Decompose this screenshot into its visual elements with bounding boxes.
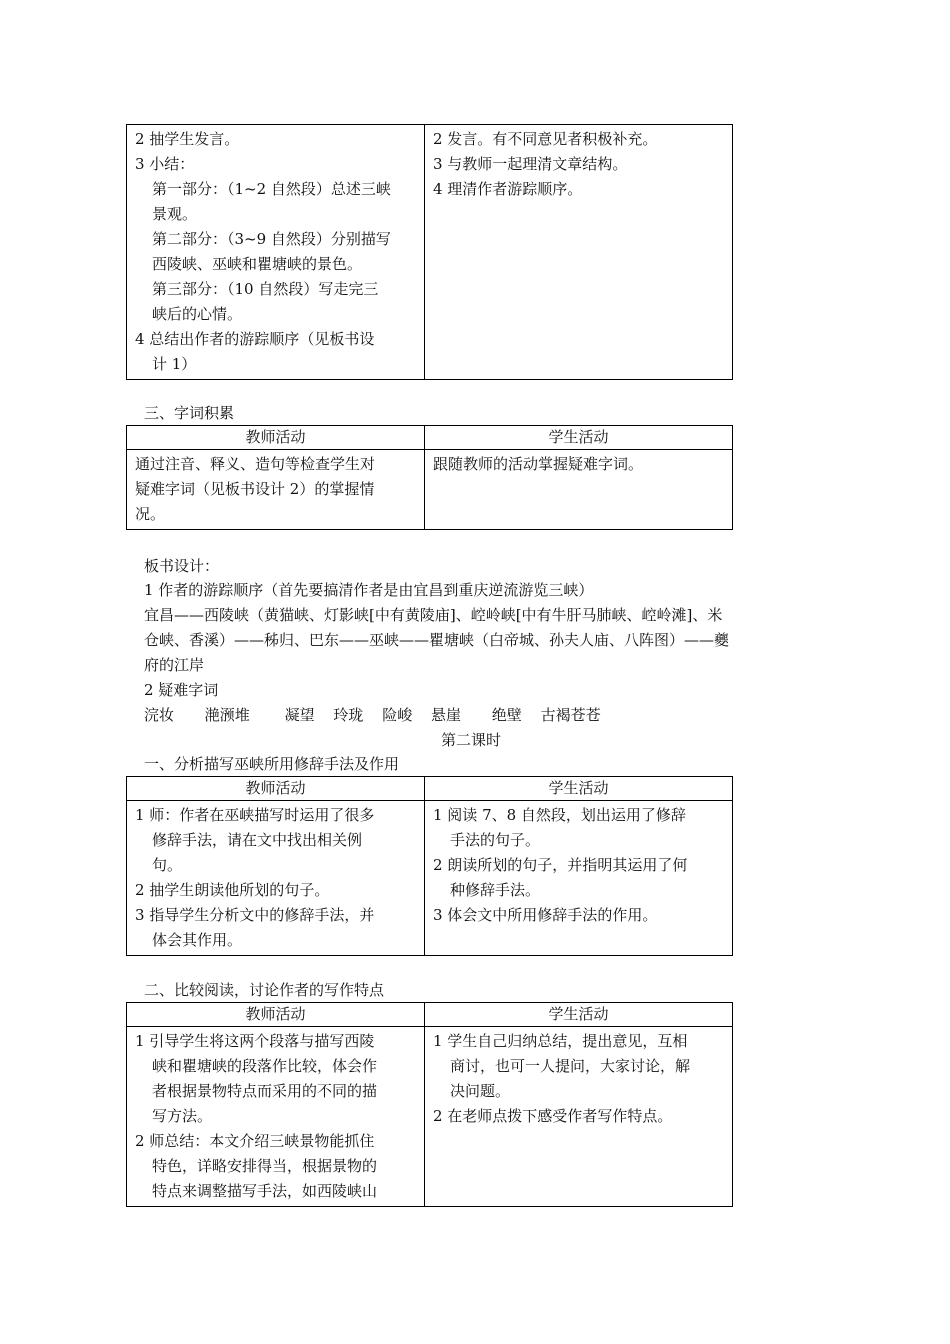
route-line: 仓峡、香溪）——秭归、巴东——巫峡——瞿塘峡（白帝城、孙夫人庙、八阵图）——夔 xyxy=(144,631,730,649)
list-item: 商讨，也可一人提问，大家讨论，解 xyxy=(450,1057,691,1075)
list-item: 者根据景物特点而采用的不同的描 xyxy=(152,1082,378,1100)
difficult-words xyxy=(144,703,601,728)
list-item: 3 与教师一起理清文章结构。 xyxy=(433,155,628,173)
student-activity-cell xyxy=(425,801,733,956)
student-header: 学生活动 xyxy=(425,777,733,801)
vocabulary-table xyxy=(126,425,733,530)
list-item: 3 体会文中所用修辞手法的作用。 xyxy=(433,906,658,924)
word: 浣妆 xyxy=(144,706,175,724)
table-header-row xyxy=(127,777,733,801)
list-item: 修辞手法，请在文中找出相关例 xyxy=(152,831,363,849)
table-header-row xyxy=(127,426,733,450)
word: 绝壁 xyxy=(491,706,522,724)
writing-features-table xyxy=(126,1002,733,1207)
table-row xyxy=(127,1027,733,1207)
list-item: 1 学生自己归纳总结，提出意见，互相 xyxy=(433,1032,688,1050)
list-item: 2 抽学生朗读他所划的句子。 xyxy=(135,881,330,899)
board-item-1: 1 作者的游踪顺序（首先要搞清作者是由宜昌到重庆逆流游览三峡） xyxy=(144,581,594,599)
list-item: 2 在老师点拨下感受作者写作特点。 xyxy=(433,1107,673,1125)
list-item: 第三部分：（10 自然段）写走完三 xyxy=(152,280,379,298)
table-row xyxy=(127,450,733,530)
board-design-title: 板书设计： xyxy=(144,557,220,575)
table-header-row xyxy=(127,1003,733,1027)
list-item: 3 指导学生分析文中的修辞手法，并 xyxy=(135,906,375,924)
list-item: 疑难字词（见板书设计 2）的掌握情 xyxy=(135,480,375,498)
list-item: 4 总结出作者的游踪顺序（见板书设 xyxy=(135,330,375,348)
list-item: 2 发言。有不同意见者积极补充。 xyxy=(433,130,658,148)
board-item-2: 2 疑难字词 xyxy=(144,681,219,699)
list-item: 峡后的心情。 xyxy=(152,305,243,323)
list-item: 跟随教师的活动掌握疑难字词。 xyxy=(433,455,644,473)
teacher-activity-cell xyxy=(127,1027,425,1207)
list-item: 1 阅读 7、8 自然段，划出运用了修辞 xyxy=(433,806,686,824)
student-activity-cell xyxy=(425,1027,733,1207)
list-item: 2 师总结：本文介绍三峡景物能抓住 xyxy=(135,1132,375,1150)
teacher-header: 教师活动 xyxy=(127,426,425,450)
rhetoric-table xyxy=(126,776,733,956)
section-heading: 一、分析描写巫峡所用修辞手法及作用 xyxy=(144,755,400,773)
list-item: 特色，详略安排得当，根据景物的 xyxy=(152,1157,378,1175)
list-item: 第一部分：（1~2 自然段）总述三峡 xyxy=(152,180,391,198)
list-item: 况。 xyxy=(135,505,166,523)
route-line: 府的江岸 xyxy=(144,656,205,674)
teacher-activity-cell xyxy=(127,125,425,380)
list-item: 2 朗读所划的句子，并指明其运用了何 xyxy=(433,856,688,874)
word: 滟滪堆 xyxy=(204,706,250,724)
list-item: 句。 xyxy=(152,856,183,874)
list-item: 景观。 xyxy=(152,205,198,223)
word: 凝望 xyxy=(284,706,315,724)
list-item: 体会其作用。 xyxy=(152,931,243,949)
student-activity-cell xyxy=(425,450,733,530)
list-item: 特点来调整描写手法，如西陵峡山 xyxy=(152,1182,378,1200)
list-item: 决问题。 xyxy=(450,1082,511,1100)
list-item: 计 1） xyxy=(152,355,197,373)
structure-table xyxy=(126,124,733,380)
list-item: 4 理清作者游踪顺序。 xyxy=(433,180,583,198)
table-row xyxy=(127,125,733,380)
list-item: 第二部分：（3~9 自然段）分别描写 xyxy=(152,230,391,248)
list-item: 3 小结： xyxy=(135,155,195,173)
list-item: 1 师：作者在巫峡描写时运用了很多 xyxy=(135,806,375,824)
list-item: 2 抽学生发言。 xyxy=(135,130,240,148)
list-item: 西陵峡、巫峡和瞿塘峡的景色。 xyxy=(152,255,363,273)
list-item: 手法的句子。 xyxy=(450,831,541,849)
section-heading: 三、字词积累 xyxy=(144,404,235,422)
list-item: 峡和瞿塘峡的段落作比较，体会作 xyxy=(152,1057,378,1075)
teacher-header: 教师活动 xyxy=(127,1003,425,1027)
teacher-header: 教师活动 xyxy=(127,777,425,801)
word: 险峻 xyxy=(382,706,413,724)
route-line: 宜昌——西陵峡（黄猫峡、灯影峡[中有黄陵庙]、崆岭峡[中有牛肝马肺峡、崆岭滩]、米 xyxy=(144,606,723,624)
word: 古褐苍苍 xyxy=(540,706,601,724)
word: 玲珑 xyxy=(333,706,364,724)
table-row xyxy=(127,801,733,956)
lesson-title: 第二课时 xyxy=(441,731,502,749)
list-item: 通过注音、释义、造句等检查学生对 xyxy=(135,455,376,473)
section-heading: 二、比较阅读，讨论作者的写作特点 xyxy=(144,981,385,999)
teacher-activity-cell xyxy=(127,801,425,956)
list-item: 种修辞手法。 xyxy=(450,881,541,899)
student-header: 学生活动 xyxy=(425,426,733,450)
word: 悬崖 xyxy=(430,706,461,724)
teacher-activity-cell xyxy=(127,450,425,530)
student-header: 学生活动 xyxy=(425,1003,733,1027)
list-item: 写方法。 xyxy=(152,1107,213,1125)
student-activity-cell xyxy=(425,125,733,380)
list-item: 1 引导学生将这两个段落与描写西陵 xyxy=(135,1032,375,1050)
